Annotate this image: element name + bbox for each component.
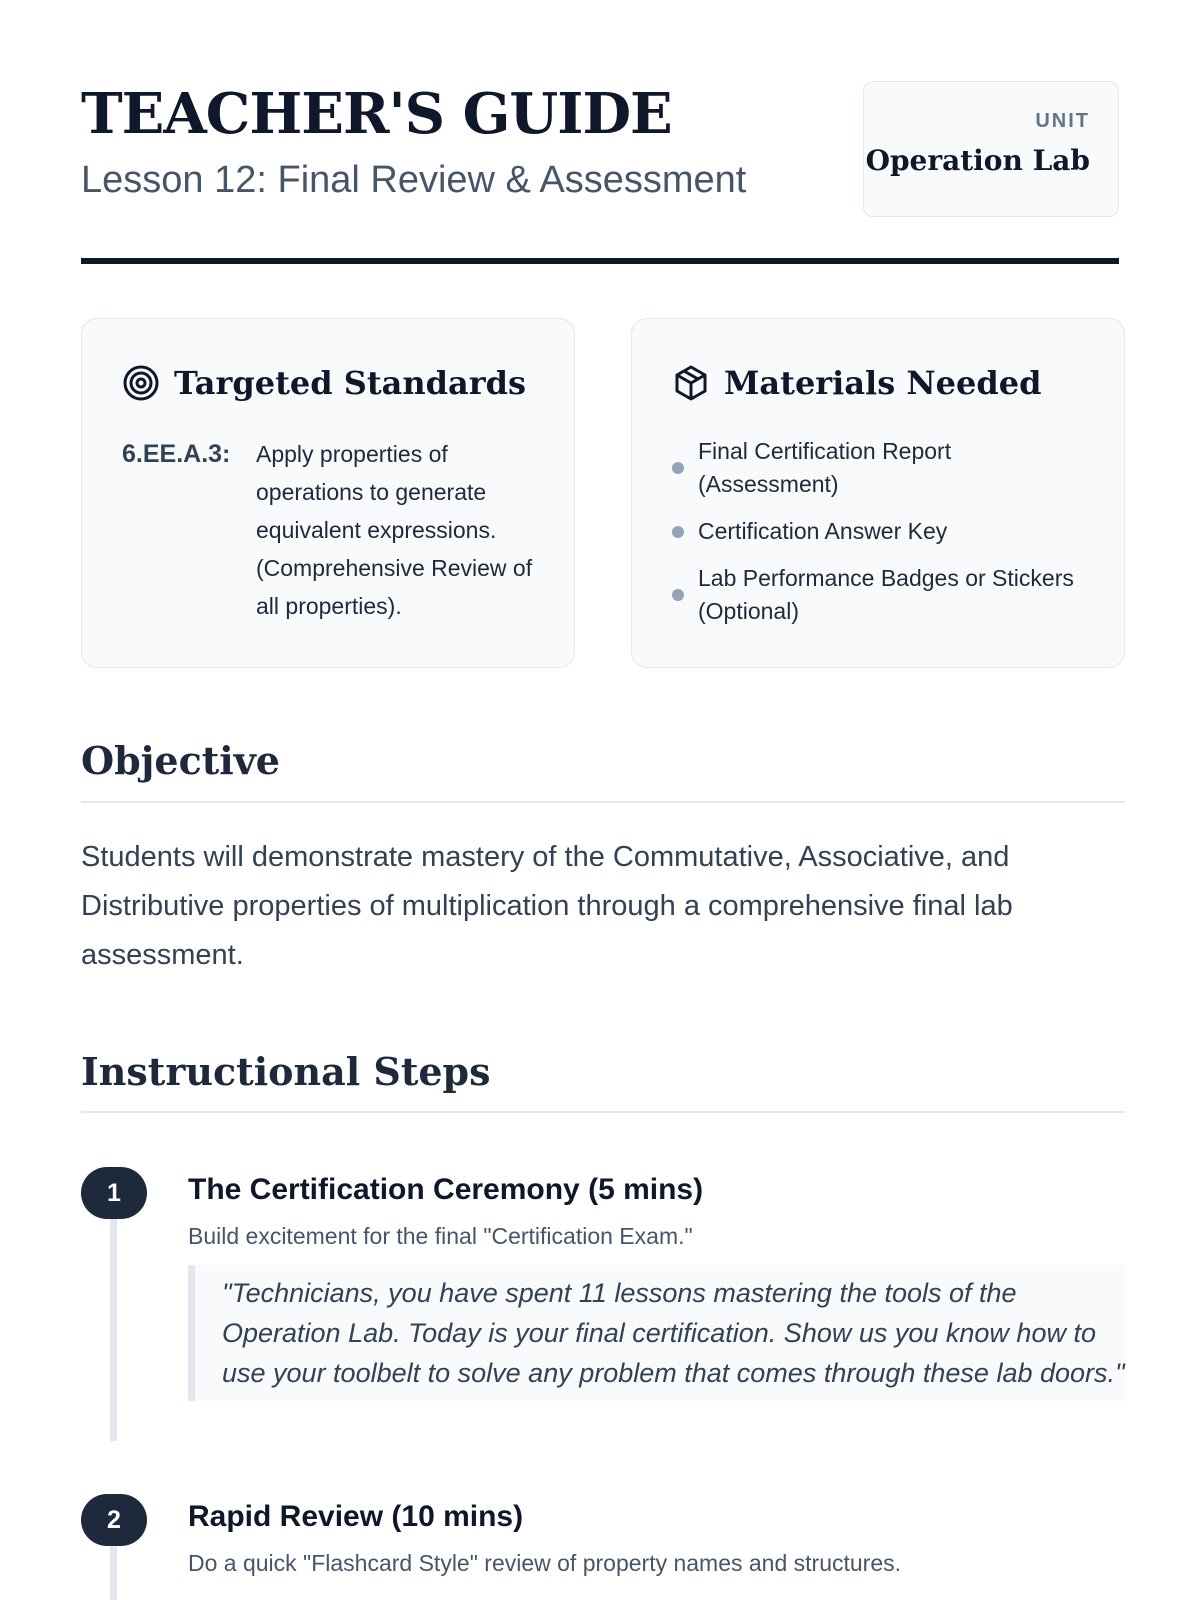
step-description: Build excitement for the final "Certification Exam."	[188, 1223, 693, 1249]
step-connector-line	[110, 1546, 117, 1600]
lesson-subtitle: Lesson 12: Final Review & Assessment	[81, 159, 747, 201]
step-title: The Certification Ceremony (5 mins)	[188, 1173, 704, 1206]
bullet-dot	[672, 589, 684, 601]
list-item: Lab Performance Badges or Stickers (Optional)	[672, 562, 1084, 628]
objective-divider	[81, 801, 1125, 803]
standard-row	[122, 435, 534, 625]
standards-card	[81, 318, 575, 668]
page-title: TEACHER'S GUIDE	[81, 81, 672, 147]
step-item	[81, 1167, 1125, 1441]
objective-heading: Objective	[81, 738, 280, 783]
step-item	[81, 1494, 1125, 1600]
unit-box	[863, 81, 1119, 217]
materials-card-title	[672, 361, 1084, 405]
step-connector-line	[110, 1219, 117, 1441]
materials-card	[631, 318, 1125, 668]
unit-name: Operation Lab	[865, 144, 1090, 177]
step-quote: "Technicians, you have spent 11 lessons mastering the tools of the Operation Lab. Today is your final certification. Show us you know how to use your toolbelt to solve any problem that comes through these lab doors."	[188, 1265, 1125, 1401]
objective-text: Students will demonstrate mastery of the Commutative, Associative, and Distributive properties of multiplication through a comprehensive final lab assessment.	[81, 841, 1013, 971]
step-number-badge: 1	[81, 1167, 147, 1219]
instructional-steps-heading: Instructional Steps	[81, 1049, 491, 1094]
steps-divider	[81, 1111, 1125, 1113]
materials-title-text: Materials Needed	[724, 364, 1042, 402]
bullet-dot	[672, 526, 684, 538]
list-item: Certification Answer Key	[672, 515, 1084, 548]
standards-title-text: Targeted Standards	[174, 364, 526, 402]
standards-card-title	[122, 361, 534, 405]
materials-list	[672, 435, 1084, 628]
standard-text: Apply properties of operations to generate equivalent expressions. (Comprehensive Review of all properties).	[256, 441, 533, 619]
info-cards	[81, 318, 1125, 668]
list-item: Final Certification Report (Assessment)	[672, 435, 1084, 501]
header-divider	[81, 258, 1119, 264]
bullet-dot	[672, 462, 684, 474]
unit-label: UNIT	[1035, 110, 1090, 132]
page-header	[81, 0, 1119, 264]
target-icon	[122, 364, 160, 402]
step-title: Rapid Review (10 mins)	[188, 1500, 524, 1533]
step-description: Do a quick "Flashcard Style" review of property names and structures.	[188, 1550, 902, 1576]
box-icon	[672, 364, 710, 402]
step-number-badge: 2	[81, 1494, 147, 1546]
standard-code: 6.EE.A.3:	[122, 440, 231, 468]
